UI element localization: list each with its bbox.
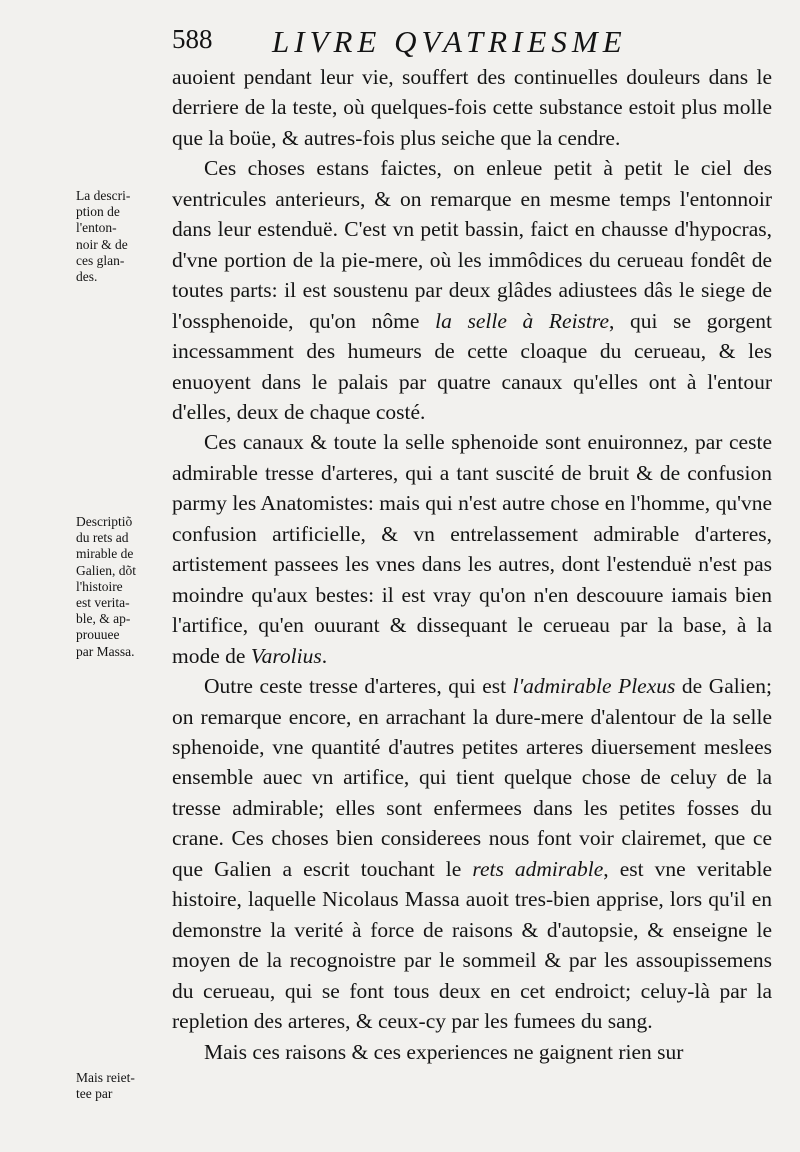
text-segment: Ces choses estans faictes, on enleue petit à petit le ciel des ventricules anterieurs, & on remarque en mesme temps l'entonnoir dans leur estenduë. C'est vn petit bassin, faict en chausse d'hypocras, d'vne portion de la pie-mere, où les immôdices du cerueau fondêt de toutes parts: il est soustenu par deux glâdes adiustees dâs le siege de l'ossphenoide, qu'on nôme (172, 156, 772, 333)
marginal-line: Descriptiõ (76, 514, 133, 529)
text-segment: Ces canaux & toute la selle sphenoide sont enuironnez, par ceste admirable tresse d'arteres, qui a tant suscité de bruit & de confusion parmy les Anatomistes: mais qui n'est autre chose en l'homme, qu'vne confusion artificielle, & vn entrelassement admirable d'arteres, artistement passees les vnes dans les autres, dont l'estenduë n'est pas moindre qu'aux bestes: il est vray qu'on n'en descouure iamais bien l'artifice, qu'en ouurant & dissequant le cerueau par la base, à la mode de (172, 430, 772, 668)
marginal-line: l'histoire (76, 578, 123, 594)
italic-text: Varolius (250, 643, 322, 668)
marginal-line: l'enton- (76, 220, 117, 236)
marginal-line: tee par (76, 1086, 113, 1102)
marginal-note-reiettee (76, 1070, 170, 1102)
text-segment: Outre ceste tresse d'arteres, qui est (204, 674, 513, 699)
marginal-line: par Massa. (76, 643, 135, 659)
marginal-line: est verita- (76, 595, 130, 611)
text-segment: , qui se gorgent incessamment des humeurs de cette cloaque du cerueau, & les enuoyent dans le palais par quatre canaux qu'elles ont à l'entour d'elles, deux de chaque costé. (172, 308, 772, 424)
marginal-line: ble, & ap- (76, 611, 131, 627)
marginal-line: La descri- (76, 188, 131, 203)
paragraph (172, 427, 772, 671)
italic-text: rets admirable (472, 856, 604, 881)
italic-text: l'admirable Plexus (512, 674, 676, 699)
marginal-line: des. (76, 269, 98, 285)
marginal-line: noir & de (76, 236, 128, 252)
marginal-line: ption de (76, 204, 120, 220)
page-number: 588 (172, 24, 213, 54)
paragraph (172, 62, 772, 153)
running-title: LIVRE QVATRIESME (272, 24, 627, 59)
paragraph (172, 1037, 772, 1067)
text-segment: , est vne veritable histoire, laquelle Nicolaus Massa auoit tres-bien apprise, lors qu'il en demonstre la verité à force de raisons & d'autopsie, & enseigne le moyen de la recognoistre par le sommeil & par les assoupissemens du cerueau, qui se font tous deux en cet endroict; celuy-là par la repletion des arteres, & ceux-cy par les fumees du sang. (172, 856, 772, 1034)
marginal-line: prouuee (76, 627, 120, 643)
italic-text: la selle à Reistre (435, 308, 610, 333)
marginal-line: du rets ad (76, 530, 129, 546)
marginal-line: Mais reiet- (76, 1070, 135, 1085)
marginal-line: ces glan- (76, 252, 125, 268)
marginal-line: mirable de (76, 546, 134, 562)
paragraph (172, 153, 772, 427)
text-segment: auoient pendant leur vie, souffert des continuelles douleurs dans le derriere de la teste, où quelques-fois cette substance estoit plus molle que la boüe, & autres-fois plus seiche que la cendre. (172, 65, 772, 150)
text-segment: Mais ces raisons & ces experiences ne gaignent rien sur (204, 1039, 684, 1064)
paragraph (172, 671, 772, 1036)
text-segment: de Galien; on remarque encore, en arrachant la dure-mere d'alentour de la selle sphenoide, vne quantité d'autres petites arteres diuersement meslees ensemble auec vn artifice, qui tient quelque chose de celuy de la tresse admirable; elles sont enfermees dans les petites fosses du crane. Ces choses bien considerees nous font voir clairemet, que ce que Galien a escrit touchant le (172, 674, 772, 881)
marginal-note-rets-admirable (76, 514, 170, 660)
page-header (172, 24, 772, 64)
body-text (172, 62, 772, 1067)
marginal-line: Galien, dõt (76, 562, 136, 578)
text-segment: . (321, 643, 328, 668)
marginal-note-entonnoir (76, 188, 170, 285)
